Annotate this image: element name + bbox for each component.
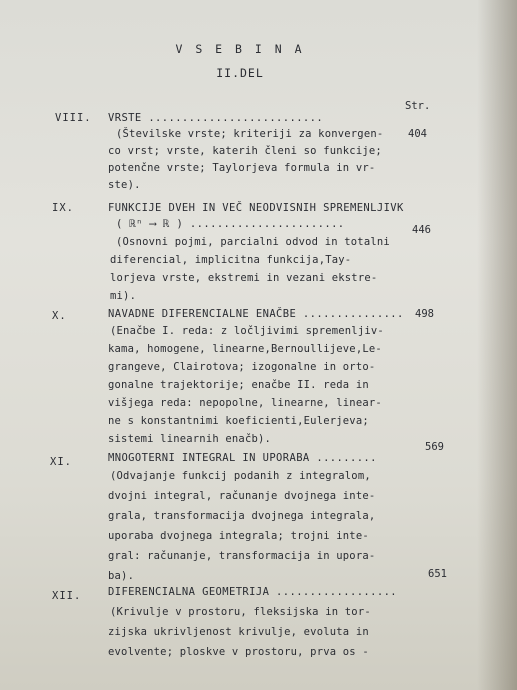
chapter-number: XI.	[50, 456, 72, 468]
chapter-heading-continued: ( ℝⁿ ⟶ ℝ ) .......................	[116, 218, 345, 230]
chapter-description-line: lorjeva vrste, ekstremi in vezani ekstre-	[110, 272, 378, 284]
chapter-heading: NAVADNE DIFERENCIALNE ENAČBE ...............	[108, 308, 404, 320]
chapter-description-line: sistemi linearnih enačb).	[108, 433, 272, 445]
chapter-description-line: mi).	[110, 290, 137, 302]
chapter-page-number: 446	[412, 224, 431, 236]
chapter-number: X.	[52, 310, 67, 322]
chapter-description-line: (Enačbe I. reda: z ločljivimi spremenljiv-	[110, 325, 384, 337]
chapter-heading: MNOGOTERNI INTEGRAL IN UPORABA .........	[108, 452, 377, 464]
chapter-description-line: gonalne trajektorije; enačbe II. reda in	[108, 379, 369, 391]
chapter-description-line: dvojni integral, računanje dvojnega inte-	[108, 490, 376, 502]
chapter-description-line: uporaba dvojnega integrala; trojni inte-	[108, 530, 369, 542]
chapter-heading: FUNKCIJE DVEH IN VEČ NEODVISNIH SPREMENLJIVK	[108, 202, 404, 214]
chapter-description-line: evolvente; ploskve v prostoru, prva os -	[108, 646, 369, 658]
chapter-description-line: (Krivulje v prostoru, fleksijska in tor-	[110, 606, 371, 618]
chapter-description-line: gral: računanje, transformacija in upora-	[108, 550, 376, 562]
chapter-page-number: 569	[425, 441, 444, 453]
part-label: II.DEL	[216, 66, 264, 80]
chapter-description-line: (Odvajanje funkcij podanih z integralom,	[110, 470, 371, 482]
chapter-description-line: višjega reda: nepopolne, linearne, linear-	[108, 397, 382, 409]
chapter-description-line: (Številske vrste; kriteriji za konvergen-	[116, 128, 384, 140]
chapter-description-line: ste).	[108, 179, 141, 191]
chapter-page-number: 498	[415, 308, 434, 320]
chapter-description-line: potenčne vrste; Taylorjeva formula in vr-	[108, 162, 376, 174]
page-column-label: Str.	[405, 100, 431, 112]
chapter-heading: VRSTE ..........................	[108, 112, 324, 124]
chapter-description-line: kama, homogene, linearne,Bernoullijeve,Le-	[108, 343, 382, 355]
chapter-description-line: zijska ukrivljenost krivulje, evoluta in	[108, 626, 369, 638]
chapter-description-line: ne s konstantnimi koeficienti,Eulerjeva;	[108, 415, 369, 427]
chapter-description-line: (Osnovni pojmi, parcialni odvod in totalni	[116, 236, 390, 248]
contents-title: V S E B I N A	[175, 42, 305, 56]
chapter-number: VIII.	[55, 112, 92, 124]
chapter-description-line: grangeve, Clairotova; izogonalne in orto-	[108, 361, 376, 373]
chapter-description-line: diferencial, implicitna funkcija,Tay-	[110, 254, 352, 266]
chapter-heading: DIFERENCIALNA GEOMETRIJA ..................	[108, 586, 398, 598]
chapter-number: IX.	[52, 202, 74, 214]
chapter-description-line: co vrst; vrste, katerih členi so funkcije;	[108, 145, 382, 157]
chapter-number: XII.	[52, 590, 82, 602]
chapter-description-line: ba).	[108, 570, 135, 582]
chapter-description-line: grala, transformacija dvojnega integrala,	[108, 510, 376, 522]
chapter-page-number: 651	[428, 568, 447, 580]
chapter-page-number: 404	[408, 128, 427, 140]
